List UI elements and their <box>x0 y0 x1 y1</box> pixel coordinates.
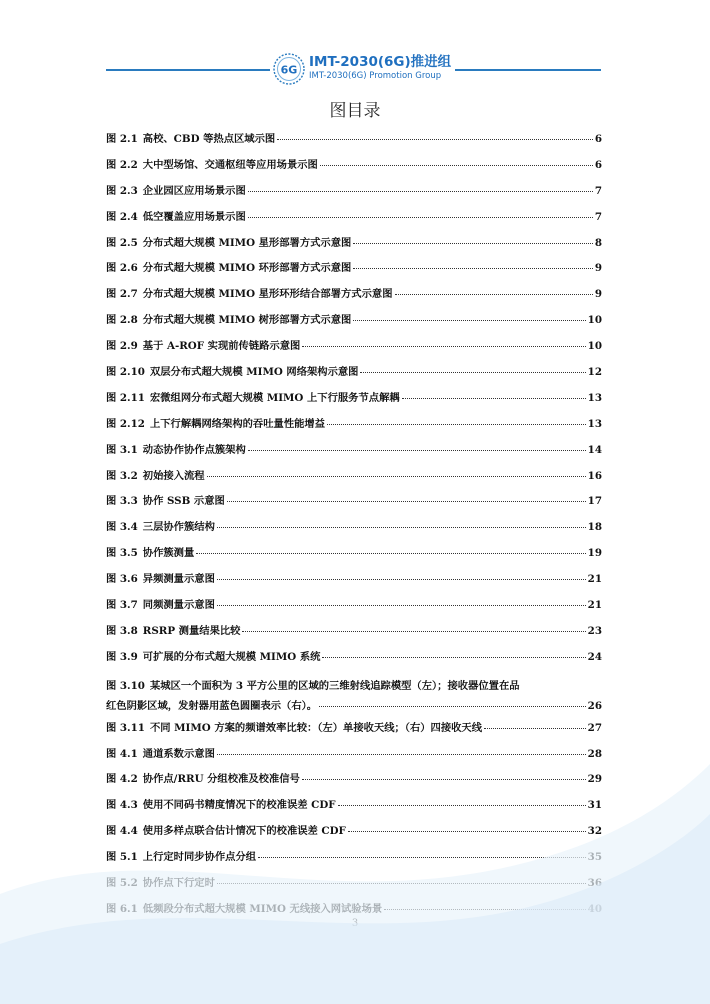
toc-leader-dots <box>248 191 593 192</box>
toc-entry-number: 图 2.3 <box>106 184 138 197</box>
toc-leader-dots <box>360 372 585 373</box>
toc-entry-number: 图 2.5 <box>106 236 138 249</box>
toc-entry-title: 异频测量示意图 <box>142 573 215 586</box>
toc-entry-number: 图 2.12 <box>106 417 145 430</box>
toc-entry-number: 图 3.2 <box>106 469 138 482</box>
toc-entry-title: 分布式超大规模 MIMO 环形部署方式示意图 <box>142 262 352 275</box>
toc-entry[interactable] <box>106 415 602 441</box>
toc-entry[interactable] <box>106 518 602 544</box>
toc-entry[interactable] <box>106 337 602 363</box>
toc-leader-dots <box>248 217 593 218</box>
toc-entry-title: 协作点/RRU 分组校准及校准信号 <box>142 773 300 786</box>
toc-entry-page: 8 <box>594 236 602 249</box>
page-header <box>0 50 710 90</box>
toc-entry-page: 7 <box>594 210 602 223</box>
toc-leader-dots <box>227 501 586 502</box>
toc-entry-number: 图 4.4 <box>106 825 138 838</box>
toc-entry[interactable] <box>106 182 602 208</box>
toc-leader-dots <box>248 450 586 451</box>
toc-entry-title: 宏微组网分布式超大规模 MIMO 上下行服务节点解耦 <box>149 391 400 404</box>
toc-entry-title: 分布式超大规模 MIMO 星形部署方式示意图 <box>142 236 352 249</box>
toc-entry[interactable] <box>106 467 602 493</box>
toc-entry[interactable] <box>106 208 602 234</box>
toc-leader-dots <box>484 728 586 729</box>
toc-leader-dots <box>207 476 586 477</box>
toc-entry-page: 6 <box>594 158 602 171</box>
toc-entry-page: 19 <box>587 547 602 560</box>
toc-leader-dots <box>217 605 586 606</box>
toc-entry-number: 图 3.1 <box>106 443 138 456</box>
toc-entry-number: 图 2.11 <box>106 391 145 404</box>
toc-leader-dots <box>319 706 586 707</box>
figure-list-part-1 <box>106 130 602 674</box>
toc-entry[interactable] <box>106 234 602 260</box>
toc-entry-page: 21 <box>587 599 602 612</box>
toc-entry-title: 企业园区应用场景示图 <box>142 184 246 197</box>
toc-entry-title: 上行定时同步协作点分组 <box>142 851 257 864</box>
toc-entry-page: 29 <box>587 773 602 786</box>
toc-entry-title: 三层协作簇结构 <box>142 521 215 534</box>
toc-entry-number: 图 2.4 <box>106 210 138 223</box>
toc-entry-number: 图 2.8 <box>106 314 138 327</box>
toc-entry-number: 图 2.9 <box>106 340 138 353</box>
toc-entry-title: 协作 SSB 示意图 <box>142 495 225 508</box>
toc-entry-title: 初始接入流程 <box>142 469 205 482</box>
toc-entry-page: 7 <box>594 184 602 197</box>
toc-leader-dots <box>353 243 593 244</box>
toc-entry-page: 6 <box>594 133 602 145</box>
toc-entry-number: 图 2.6 <box>106 262 138 275</box>
toc-entry-page: 26 <box>587 699 602 712</box>
page-title: 图目录 <box>329 101 381 121</box>
toc-entry-page: 14 <box>587 443 602 456</box>
toc-entry[interactable] <box>106 285 602 311</box>
toc-entry-title: 分布式超大规模 MIMO 星形环形结合部署方式示意图 <box>142 288 393 301</box>
toc-entry[interactable] <box>106 363 602 389</box>
toc-entry-title: 使用不同码书精度情况下的校准误差 CDF <box>142 799 336 812</box>
toc-entry-page: 31 <box>587 799 602 812</box>
toc-entry-page: 17 <box>587 495 602 508</box>
toc-leader-dots <box>277 139 593 140</box>
toc-entry-page: 21 <box>587 573 602 586</box>
toc-entry[interactable] <box>106 441 602 467</box>
toc-entry-number: 图 2.7 <box>106 288 138 301</box>
toc-entry-multiline[interactable] <box>106 674 602 719</box>
header-rule-right <box>455 69 601 71</box>
toc-entry-title: 基于 A-ROF 实现前传链路示意图 <box>142 340 301 353</box>
toc-leader-dots <box>242 631 585 632</box>
toc-entry[interactable] <box>106 648 602 674</box>
toc-entry-page: 23 <box>587 624 602 637</box>
toc-entry-page: 13 <box>587 391 602 404</box>
toc-entry[interactable] <box>106 570 602 596</box>
toc-entry[interactable] <box>106 389 602 415</box>
toc-leader-dots <box>395 294 593 295</box>
toc-leader-dots <box>322 657 585 658</box>
toc-entry-title: 分布式超大规模 MIMO 树形部署方式示意图 <box>142 314 352 327</box>
toc-entry-title: 使用多样点联合估计情况下的校准误差 CDF <box>142 825 346 838</box>
toc-entry-number: 图 4.1 <box>106 747 138 760</box>
toc-entry[interactable] <box>106 622 602 648</box>
toc-entry-page: 10 <box>587 314 602 327</box>
toc-entry-number: 图 4.2 <box>106 773 138 786</box>
toc-entry-page: 32 <box>587 825 602 838</box>
toc-entry-title-line1: 某城区一个面积为 3 平方公里的区域的三维射线追踪模型（左）；接收器位置在品 <box>149 679 520 692</box>
brand-title: IMT-2030(6G)推进组 <box>309 54 452 70</box>
brand-subtitle: IMT-2030(6G) Promotion Group <box>309 71 442 81</box>
toc-entry-title: 上下行解耦网络架构的吞吐量性能增益 <box>149 417 326 430</box>
toc-entry-title-line2: 红色阴影区域，发射器用蓝色圆圈表示（右）。 <box>106 699 318 712</box>
toc-leader-dots <box>302 346 585 347</box>
toc-leader-dots <box>196 553 585 554</box>
toc-entry-page: 12 <box>587 366 602 379</box>
toc-entry-page: 16 <box>587 469 602 482</box>
toc-entry-number: 图 2.10 <box>106 366 145 379</box>
toc-entry-page: 28 <box>587 747 602 760</box>
toc-leader-dots <box>320 165 593 166</box>
toc-entry-number: 图 5.1 <box>106 851 138 864</box>
toc-entry-title: 协作簇测量 <box>142 547 195 560</box>
decorative-wave-background <box>0 744 710 1004</box>
toc-entry-title: 大中型场馆、交通枢纽等应用场景示图 <box>142 158 318 171</box>
toc-entry-title: 不同 MIMO 方案的频谱效率比较：（左）单接收天线；（右）四接收天线 <box>149 721 483 734</box>
toc-entry[interactable] <box>106 259 602 285</box>
logo-text: 6G <box>280 63 298 77</box>
toc-entry-title: 动态协作协作点簇架构 <box>142 443 246 456</box>
toc-leader-dots <box>402 398 586 399</box>
toc-entry[interactable] <box>106 492 602 518</box>
brand-block <box>309 54 451 82</box>
toc-entry-number: 图 2.1 <box>106 133 138 145</box>
imt2030-logo-icon <box>272 52 306 86</box>
toc-entry-title: 通道系数示意图 <box>142 747 215 760</box>
toc-entry-number: 图 4.3 <box>106 799 138 812</box>
toc-entry[interactable] <box>106 130 602 156</box>
toc-entry-title: 可扩展的分布式超大规模 MIMO 系统 <box>142 650 321 663</box>
toc-entry-number: 图 2.2 <box>106 158 138 171</box>
toc-entry[interactable] <box>106 596 602 622</box>
toc-entry-title: 同频测量示意图 <box>142 599 215 612</box>
toc-entry[interactable] <box>106 156 602 182</box>
toc-entry-number: 图 3.10 <box>106 679 145 692</box>
toc-entry-page: 27 <box>587 721 602 734</box>
toc-entry-number: 图 3.9 <box>106 650 138 663</box>
toc-leader-dots <box>217 527 586 528</box>
toc-entry-title: 低空覆盖应用场景示图 <box>142 210 246 223</box>
toc-entry-number: 图 3.6 <box>106 573 138 586</box>
toc-entry-title: 高校、CBD 等热点区域示图 <box>142 133 276 145</box>
toc-entry[interactable] <box>106 719 602 745</box>
toc-entry-title: 双层分布式超大规模 MIMO 网络架构示意图 <box>149 366 359 379</box>
toc-leader-dots <box>217 579 586 580</box>
toc-entry-number: 图 3.5 <box>106 547 138 560</box>
toc-leader-dots <box>353 320 585 321</box>
toc-entry-page: 9 <box>594 262 602 275</box>
toc-entry[interactable] <box>106 544 602 570</box>
toc-entry-page: 9 <box>594 288 602 301</box>
toc-entry-number: 图 3.8 <box>106 624 138 637</box>
header-rule-left <box>106 69 270 71</box>
toc-leader-dots <box>353 268 593 269</box>
toc-leader-dots <box>327 424 586 425</box>
toc-entry-number: 图 3.4 <box>106 521 138 534</box>
toc-entry-number: 图 3.3 <box>106 495 138 508</box>
toc-entry-page: 18 <box>587 521 602 534</box>
toc-entry-number: 图 3.7 <box>106 599 138 612</box>
toc-entry-page: 10 <box>587 340 602 353</box>
toc-entry-number: 图 3.11 <box>106 721 145 734</box>
toc-entry-page: 24 <box>587 650 602 663</box>
toc-entry[interactable] <box>106 311 602 337</box>
toc-entry-title: RSRP 测量结果比较 <box>142 624 241 637</box>
toc-entry-page: 13 <box>587 417 602 430</box>
